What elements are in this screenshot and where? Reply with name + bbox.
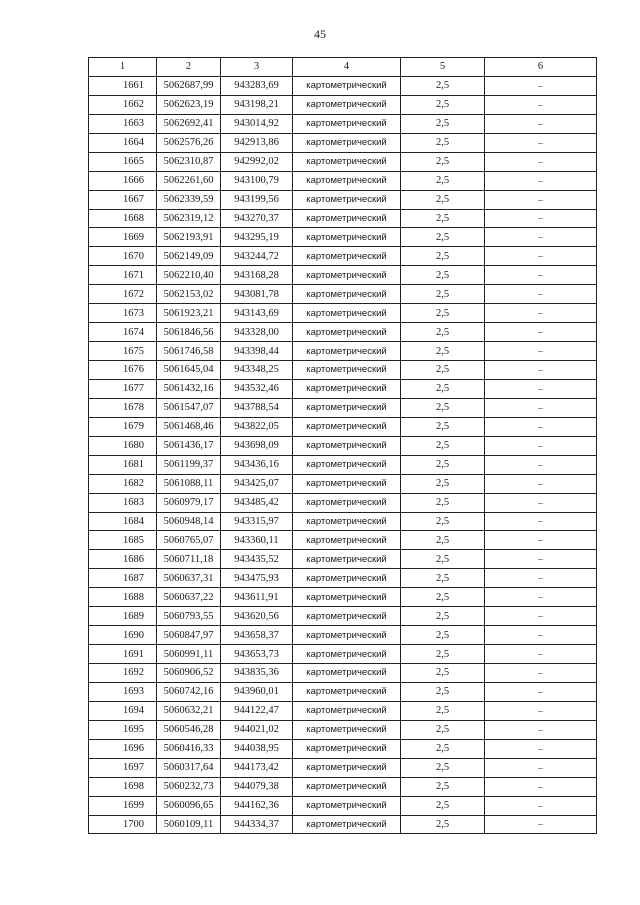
- table-header-row: [89, 58, 597, 77]
- table-row: [89, 682, 597, 701]
- method-cell: картометрический: [293, 379, 401, 398]
- accuracy-cell: 2,5: [401, 342, 485, 361]
- y-coordinate-cell: 943100,79: [221, 171, 293, 190]
- point-number-cell: 1682: [89, 474, 157, 493]
- x-coordinate-cell: 5061468,46: [157, 417, 221, 436]
- note-cell: –: [485, 398, 597, 417]
- accuracy-cell: 2,5: [401, 417, 485, 436]
- x-coordinate-cell: 5062339,59: [157, 190, 221, 209]
- table-row: [89, 626, 597, 645]
- x-coordinate-cell: 5061923,21: [157, 304, 221, 323]
- note-cell: –: [485, 455, 597, 474]
- note-cell: –: [485, 304, 597, 323]
- y-coordinate-cell: 942913,86: [221, 133, 293, 152]
- method-cell: картометрический: [293, 739, 401, 758]
- table-row: [89, 114, 597, 133]
- x-coordinate-cell: 5061432,16: [157, 379, 221, 398]
- page-number: 45: [314, 27, 326, 41]
- table-row: [89, 266, 597, 285]
- accuracy-cell: 2,5: [401, 626, 485, 645]
- accuracy-cell: 2,5: [401, 588, 485, 607]
- table-row: [89, 323, 597, 342]
- accuracy-cell: 2,5: [401, 209, 485, 228]
- table-row: [89, 361, 597, 380]
- note-cell: –: [485, 190, 597, 209]
- accuracy-cell: 2,5: [401, 550, 485, 569]
- point-number-cell: 1670: [89, 247, 157, 266]
- note-cell: –: [485, 626, 597, 645]
- y-coordinate-cell: 944162,36: [221, 796, 293, 815]
- note-cell: –: [485, 417, 597, 436]
- point-number-cell: 1680: [89, 436, 157, 455]
- x-coordinate-cell: 5060317,64: [157, 758, 221, 777]
- y-coordinate-cell: 943348,25: [221, 361, 293, 380]
- coordinates-table-container: [88, 57, 596, 834]
- method-cell: картометрический: [293, 682, 401, 701]
- point-number-cell: 1679: [89, 417, 157, 436]
- coordinates-table: [88, 57, 597, 834]
- point-number-cell: 1675: [89, 342, 157, 361]
- accuracy-cell: 2,5: [401, 398, 485, 417]
- note-cell: –: [485, 664, 597, 683]
- accuracy-cell: 2,5: [401, 152, 485, 171]
- y-coordinate-cell: 943485,42: [221, 493, 293, 512]
- accuracy-cell: 2,5: [401, 379, 485, 398]
- note-cell: –: [485, 285, 597, 304]
- x-coordinate-cell: 5061088,11: [157, 474, 221, 493]
- x-coordinate-cell: 5062692,41: [157, 114, 221, 133]
- method-cell: картометрический: [293, 323, 401, 342]
- table-row: [89, 512, 597, 531]
- accuracy-cell: 2,5: [401, 720, 485, 739]
- point-number-cell: 1698: [89, 777, 157, 796]
- note-cell: –: [485, 493, 597, 512]
- x-coordinate-cell: 5062623,19: [157, 95, 221, 114]
- table-row: [89, 569, 597, 588]
- method-cell: картометрический: [293, 228, 401, 247]
- accuracy-cell: 2,5: [401, 569, 485, 588]
- x-coordinate-cell: 5060637,22: [157, 588, 221, 607]
- method-cell: картометрический: [293, 645, 401, 664]
- y-coordinate-cell: 943611,91: [221, 588, 293, 607]
- accuracy-cell: 2,5: [401, 266, 485, 285]
- point-number-cell: 1671: [89, 266, 157, 285]
- point-number-cell: 1674: [89, 323, 157, 342]
- point-number-cell: 1699: [89, 796, 157, 815]
- table-row: [89, 379, 597, 398]
- method-cell: картометрический: [293, 417, 401, 436]
- method-cell: картометрический: [293, 720, 401, 739]
- method-cell: картометрический: [293, 626, 401, 645]
- table-row: [89, 171, 597, 190]
- method-cell: картометрический: [293, 114, 401, 133]
- note-cell: –: [485, 361, 597, 380]
- accuracy-cell: 2,5: [401, 361, 485, 380]
- note-cell: –: [485, 777, 597, 796]
- table-row: [89, 152, 597, 171]
- y-coordinate-cell: 943198,21: [221, 95, 293, 114]
- table-row: [89, 417, 597, 436]
- method-cell: картометрический: [293, 95, 401, 114]
- point-number-cell: 1684: [89, 512, 157, 531]
- column-header-3: 3: [221, 58, 293, 77]
- x-coordinate-cell: 5060742,16: [157, 682, 221, 701]
- point-number-cell: 1689: [89, 607, 157, 626]
- y-coordinate-cell: 944021,02: [221, 720, 293, 739]
- y-coordinate-cell: 943398,44: [221, 342, 293, 361]
- x-coordinate-cell: 5062310,87: [157, 152, 221, 171]
- point-number-cell: 1677: [89, 379, 157, 398]
- method-cell: картометрический: [293, 758, 401, 777]
- y-coordinate-cell: 944122,47: [221, 701, 293, 720]
- table-row: [89, 739, 597, 758]
- table-row: [89, 701, 597, 720]
- point-number-cell: 1669: [89, 228, 157, 247]
- x-coordinate-cell: 5060416,33: [157, 739, 221, 758]
- accuracy-cell: 2,5: [401, 133, 485, 152]
- note-cell: –: [485, 531, 597, 550]
- point-number-cell: 1681: [89, 455, 157, 474]
- point-number-cell: 1672: [89, 285, 157, 304]
- y-coordinate-cell: 943283,69: [221, 76, 293, 95]
- y-coordinate-cell: 943960,01: [221, 682, 293, 701]
- accuracy-cell: 2,5: [401, 436, 485, 455]
- y-coordinate-cell: 943658,37: [221, 626, 293, 645]
- accuracy-cell: 2,5: [401, 285, 485, 304]
- note-cell: –: [485, 266, 597, 285]
- note-cell: –: [485, 228, 597, 247]
- method-cell: картометрический: [293, 588, 401, 607]
- x-coordinate-cell: 5060632,21: [157, 701, 221, 720]
- point-number-cell: 1665: [89, 152, 157, 171]
- x-coordinate-cell: 5061436,17: [157, 436, 221, 455]
- table-row: [89, 474, 597, 493]
- accuracy-cell: 2,5: [401, 323, 485, 342]
- point-number-cell: 1696: [89, 739, 157, 758]
- point-number-cell: 1691: [89, 645, 157, 664]
- table-row: [89, 758, 597, 777]
- table-row: [89, 76, 597, 95]
- table-row: [89, 493, 597, 512]
- accuracy-cell: 2,5: [401, 796, 485, 815]
- table-row: [89, 228, 597, 247]
- method-cell: картометрический: [293, 664, 401, 683]
- x-coordinate-cell: 5062319,12: [157, 209, 221, 228]
- column-header-2: 2: [157, 58, 221, 77]
- method-cell: картометрический: [293, 815, 401, 834]
- y-coordinate-cell: 943328,00: [221, 323, 293, 342]
- note-cell: –: [485, 323, 597, 342]
- table-row: [89, 607, 597, 626]
- accuracy-cell: 2,5: [401, 739, 485, 758]
- table-row: [89, 588, 597, 607]
- method-cell: картометрический: [293, 569, 401, 588]
- accuracy-cell: 2,5: [401, 304, 485, 323]
- method-cell: картометрический: [293, 796, 401, 815]
- point-number-cell: 1685: [89, 531, 157, 550]
- accuracy-cell: 2,5: [401, 247, 485, 266]
- table-row: [89, 342, 597, 361]
- note-cell: –: [485, 379, 597, 398]
- method-cell: картометрический: [293, 512, 401, 531]
- table-row: [89, 95, 597, 114]
- note-cell: –: [485, 815, 597, 834]
- method-cell: картометрический: [293, 76, 401, 95]
- point-number-cell: 1700: [89, 815, 157, 834]
- x-coordinate-cell: 5062210,40: [157, 266, 221, 285]
- y-coordinate-cell: 944334,37: [221, 815, 293, 834]
- x-coordinate-cell: 5060232,73: [157, 777, 221, 796]
- table-row: [89, 720, 597, 739]
- accuracy-cell: 2,5: [401, 228, 485, 247]
- table-row: [89, 398, 597, 417]
- table-row: [89, 815, 597, 834]
- x-coordinate-cell: 5060546,28: [157, 720, 221, 739]
- x-coordinate-cell: 5061746,58: [157, 342, 221, 361]
- x-coordinate-cell: 5060711,18: [157, 550, 221, 569]
- note-cell: –: [485, 133, 597, 152]
- y-coordinate-cell: 943315,97: [221, 512, 293, 531]
- note-cell: –: [485, 758, 597, 777]
- note-cell: –: [485, 76, 597, 95]
- y-coordinate-cell: 943653,73: [221, 645, 293, 664]
- accuracy-cell: 2,5: [401, 815, 485, 834]
- method-cell: картометрический: [293, 455, 401, 474]
- point-number-cell: 1664: [89, 133, 157, 152]
- note-cell: –: [485, 645, 597, 664]
- method-cell: картометрический: [293, 190, 401, 209]
- note-cell: –: [485, 701, 597, 720]
- method-cell: картометрический: [293, 398, 401, 417]
- note-cell: –: [485, 436, 597, 455]
- column-header-1: 1: [89, 58, 157, 77]
- note-cell: –: [485, 512, 597, 531]
- x-coordinate-cell: 5062149,09: [157, 247, 221, 266]
- method-cell: картометрический: [293, 493, 401, 512]
- accuracy-cell: 2,5: [401, 758, 485, 777]
- table-body: [89, 76, 597, 834]
- note-cell: –: [485, 550, 597, 569]
- note-cell: –: [485, 171, 597, 190]
- method-cell: картометрический: [293, 152, 401, 171]
- point-number-cell: 1683: [89, 493, 157, 512]
- table-row: [89, 645, 597, 664]
- accuracy-cell: 2,5: [401, 607, 485, 626]
- x-coordinate-cell: 5060991,11: [157, 645, 221, 664]
- column-header-6: 6: [485, 58, 597, 77]
- y-coordinate-cell: 943244,72: [221, 247, 293, 266]
- table-row: [89, 531, 597, 550]
- x-coordinate-cell: 5060637,31: [157, 569, 221, 588]
- note-cell: –: [485, 342, 597, 361]
- x-coordinate-cell: 5060109,11: [157, 815, 221, 834]
- point-number-cell: 1673: [89, 304, 157, 323]
- point-number-cell: 1695: [89, 720, 157, 739]
- point-number-cell: 1661: [89, 76, 157, 95]
- column-header-5: 5: [401, 58, 485, 77]
- method-cell: картометрический: [293, 531, 401, 550]
- table-row: [89, 436, 597, 455]
- table-row: [89, 247, 597, 266]
- method-cell: картометрический: [293, 361, 401, 380]
- method-cell: картометрический: [293, 304, 401, 323]
- accuracy-cell: 2,5: [401, 190, 485, 209]
- table-row: [89, 550, 597, 569]
- method-cell: картометрический: [293, 777, 401, 796]
- point-number-cell: 1668: [89, 209, 157, 228]
- x-coordinate-cell: 5062193,91: [157, 228, 221, 247]
- table-row: [89, 285, 597, 304]
- table-row: [89, 664, 597, 683]
- table-row: [89, 304, 597, 323]
- point-number-cell: 1676: [89, 361, 157, 380]
- point-number-cell: 1686: [89, 550, 157, 569]
- note-cell: –: [485, 247, 597, 266]
- method-cell: картометрический: [293, 436, 401, 455]
- accuracy-cell: 2,5: [401, 455, 485, 474]
- method-cell: картометрический: [293, 342, 401, 361]
- accuracy-cell: 2,5: [401, 701, 485, 720]
- y-coordinate-cell: 943270,37: [221, 209, 293, 228]
- point-number-cell: 1662: [89, 95, 157, 114]
- y-coordinate-cell: 943435,52: [221, 550, 293, 569]
- note-cell: –: [485, 114, 597, 133]
- y-coordinate-cell: 943081,78: [221, 285, 293, 304]
- table-row: [89, 796, 597, 815]
- point-number-cell: 1690: [89, 626, 157, 645]
- note-cell: –: [485, 796, 597, 815]
- accuracy-cell: 2,5: [401, 474, 485, 493]
- method-cell: картометрический: [293, 285, 401, 304]
- method-cell: картометрический: [293, 266, 401, 285]
- point-number-cell: 1693: [89, 682, 157, 701]
- note-cell: –: [485, 152, 597, 171]
- y-coordinate-cell: 943295,19: [221, 228, 293, 247]
- accuracy-cell: 2,5: [401, 512, 485, 531]
- point-number-cell: 1678: [89, 398, 157, 417]
- x-coordinate-cell: 5060847,97: [157, 626, 221, 645]
- method-cell: картометрический: [293, 607, 401, 626]
- method-cell: картометрический: [293, 247, 401, 266]
- table-row: [89, 133, 597, 152]
- y-coordinate-cell: 942992,02: [221, 152, 293, 171]
- x-coordinate-cell: 5060096,65: [157, 796, 221, 815]
- accuracy-cell: 2,5: [401, 664, 485, 683]
- accuracy-cell: 2,5: [401, 531, 485, 550]
- y-coordinate-cell: 943620,56: [221, 607, 293, 626]
- x-coordinate-cell: 5062153,02: [157, 285, 221, 304]
- table-row: [89, 209, 597, 228]
- y-coordinate-cell: 943532,46: [221, 379, 293, 398]
- table-row: [89, 455, 597, 474]
- x-coordinate-cell: 5061199,37: [157, 455, 221, 474]
- accuracy-cell: 2,5: [401, 95, 485, 114]
- y-coordinate-cell: 944173,42: [221, 758, 293, 777]
- method-cell: картометрический: [293, 701, 401, 720]
- y-coordinate-cell: 943822,05: [221, 417, 293, 436]
- y-coordinate-cell: 943014,92: [221, 114, 293, 133]
- note-cell: –: [485, 474, 597, 493]
- table-row: [89, 190, 597, 209]
- accuracy-cell: 2,5: [401, 682, 485, 701]
- note-cell: –: [485, 209, 597, 228]
- point-number-cell: 1694: [89, 701, 157, 720]
- x-coordinate-cell: 5062261,60: [157, 171, 221, 190]
- point-number-cell: 1697: [89, 758, 157, 777]
- accuracy-cell: 2,5: [401, 645, 485, 664]
- accuracy-cell: 2,5: [401, 777, 485, 796]
- accuracy-cell: 2,5: [401, 171, 485, 190]
- point-number-cell: 1666: [89, 171, 157, 190]
- x-coordinate-cell: 5060979,17: [157, 493, 221, 512]
- x-coordinate-cell: 5062576,26: [157, 133, 221, 152]
- y-coordinate-cell: 943199,56: [221, 190, 293, 209]
- accuracy-cell: 2,5: [401, 493, 485, 512]
- method-cell: картометрический: [293, 550, 401, 569]
- note-cell: –: [485, 739, 597, 758]
- method-cell: картометрический: [293, 133, 401, 152]
- point-number-cell: 1692: [89, 664, 157, 683]
- accuracy-cell: 2,5: [401, 114, 485, 133]
- note-cell: –: [485, 569, 597, 588]
- y-coordinate-cell: 943425,07: [221, 474, 293, 493]
- x-coordinate-cell: 5060906,52: [157, 664, 221, 683]
- table-row: [89, 777, 597, 796]
- column-header-4: 4: [293, 58, 401, 77]
- y-coordinate-cell: 943360,11: [221, 531, 293, 550]
- x-coordinate-cell: 5062687,99: [157, 76, 221, 95]
- y-coordinate-cell: 943475,93: [221, 569, 293, 588]
- note-cell: –: [485, 95, 597, 114]
- y-coordinate-cell: 943788,54: [221, 398, 293, 417]
- note-cell: –: [485, 682, 597, 701]
- y-coordinate-cell: 943168,28: [221, 266, 293, 285]
- y-coordinate-cell: 943436,16: [221, 455, 293, 474]
- point-number-cell: 1667: [89, 190, 157, 209]
- x-coordinate-cell: 5061645,04: [157, 361, 221, 380]
- method-cell: картометрический: [293, 474, 401, 493]
- note-cell: –: [485, 720, 597, 739]
- x-coordinate-cell: 5060793,55: [157, 607, 221, 626]
- note-cell: –: [485, 607, 597, 626]
- x-coordinate-cell: 5061846,56: [157, 323, 221, 342]
- y-coordinate-cell: 943143,69: [221, 304, 293, 323]
- point-number-cell: 1663: [89, 114, 157, 133]
- y-coordinate-cell: 944079,38: [221, 777, 293, 796]
- note-cell: –: [485, 588, 597, 607]
- point-number-cell: 1688: [89, 588, 157, 607]
- y-coordinate-cell: 944038,95: [221, 739, 293, 758]
- method-cell: картометрический: [293, 209, 401, 228]
- x-coordinate-cell: 5060765,07: [157, 531, 221, 550]
- x-coordinate-cell: 5060948,14: [157, 512, 221, 531]
- method-cell: картометрический: [293, 171, 401, 190]
- accuracy-cell: 2,5: [401, 76, 485, 95]
- x-coordinate-cell: 5061547,07: [157, 398, 221, 417]
- y-coordinate-cell: 943698,09: [221, 436, 293, 455]
- point-number-cell: 1687: [89, 569, 157, 588]
- y-coordinate-cell: 943835,36: [221, 664, 293, 683]
